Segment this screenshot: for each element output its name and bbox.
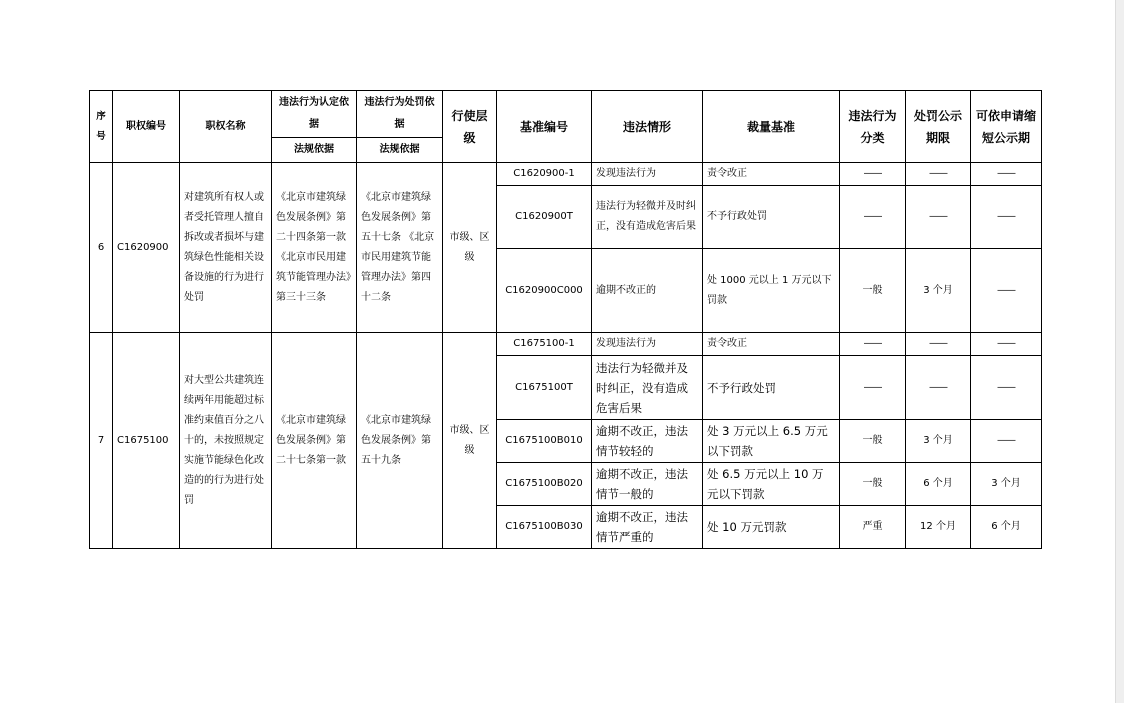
header-penalty-basis: 违法行为处罚依据 [357,91,443,138]
shorten-cell: 6 个月 [971,506,1042,549]
category-cell: —— [840,356,906,420]
table-row [90,333,1042,356]
benchmark-code-cell: C1675100-1 [497,333,592,356]
circumstance-cell: 违法行为轻微并及时纠正，没有造成危害后果 [592,356,703,420]
header-law-basis: 法规依据 [357,138,443,163]
header-power-name: 职权名称 [180,91,272,163]
period-cell: 12 个月 [906,506,971,549]
circumstance-cell: 发现违法行为 [592,163,703,186]
header-circumstance: 违法情形 [592,91,703,163]
category-cell: —— [840,333,906,356]
circumstance-cell: 发现违法行为 [592,333,703,356]
penalty-basis-cell: 《北京市建筑绿色发展条例》第五十九条 [357,333,443,549]
header-benchmark-code: 基准编号 [497,91,592,163]
shorten-cell: —— [971,333,1042,356]
discretion-cell: 处 10 万元罚款 [703,506,840,549]
period-cell: 3 个月 [906,420,971,463]
benchmark-code-cell: C1675100B030 [497,506,592,549]
shorten-cell: —— [971,249,1042,333]
benchmark-code-cell: C1675100T [497,356,592,420]
header-category: 违法行为分类 [840,91,906,163]
shorten-cell: —— [971,163,1042,186]
period-cell: —— [906,163,971,186]
header-power-code: 职权编号 [113,91,180,163]
table-header [90,91,1042,163]
violation-basis-cell: 《北京市建筑绿色发展条例》第二十四条第一款 《北京市民用建筑节能管理办法》第三十三条 [272,163,357,333]
category-cell: 一般 [840,249,906,333]
shorten-cell: —— [971,186,1042,249]
power-name-cell: 对大型公共建筑连续两年用能超过标准约束值百分之八十的，未按照规定实施节能绿色化改造的的行为进行处罚 [180,333,272,549]
circumstance-cell: 逾期不改正，违法情节严重的 [592,506,703,549]
header-publicity-period: 处罚公示期限 [906,91,971,163]
circumstance-cell: 逾期不改正的 [592,249,703,333]
period-cell: —— [906,186,971,249]
penalty-basis-cell: 《北京市建筑绿色发展条例》第五十七条 《北京市民用建筑节能管理办法》第四十二条 [357,163,443,333]
category-cell: 一般 [840,463,906,506]
circumstance-cell: 逾期不改正，违法情节一般的 [592,463,703,506]
violation-basis-cell: 《北京市建筑绿色发展条例》第二十七条第一款 [272,333,357,549]
period-cell: 6 个月 [906,463,971,506]
category-cell: —— [840,163,906,186]
discretion-cell: 责令改正 [703,333,840,356]
shorten-cell: —— [971,356,1042,420]
category-cell: 一般 [840,420,906,463]
header-discretion: 裁量基准 [703,91,840,163]
benchmark-code-cell: C1620900T [497,186,592,249]
category-cell: 严重 [840,506,906,549]
benchmark-code-cell: C1620900-1 [497,163,592,186]
discretion-benchmark-table [89,90,1042,549]
discretion-cell: 处 3 万元以上 6.5 万元以下罚款 [703,420,840,463]
benchmark-code-cell: C1620900C000 [497,249,592,333]
benchmark-code-cell: C1675100B010 [497,420,592,463]
header-shorten-period: 可依申请缩短公示期 [971,91,1042,163]
discretion-cell: 处 6.5 万元以上 10 万元以下罚款 [703,463,840,506]
header-law-basis: 法规依据 [272,138,357,163]
page-edge [1115,0,1124,703]
discretion-cell: 不予行政处罚 [703,186,840,249]
period-cell: —— [906,333,971,356]
discretion-cell: 处 1000 元以上 1 万元以下罚款 [703,249,840,333]
category-cell: —— [840,186,906,249]
level-cell: 市级、区级 [443,163,497,333]
header-level: 行使层级 [443,91,497,163]
seq-cell: 6 [90,163,113,333]
power-code-cell: C1620900 [113,163,180,333]
header-seq: 序号 [90,91,113,163]
discretion-cell: 责令改正 [703,163,840,186]
level-cell: 市级、区级 [443,333,497,549]
power-name-cell: 对建筑所有权人或者受托管理人擅自拆改或者损坏与建筑绿色性能相关设备设施的行为进行处罚 [180,163,272,333]
period-cell: 3 个月 [906,249,971,333]
period-cell: —— [906,356,971,420]
circumstance-cell: 逾期不改正，违法情节较轻的 [592,420,703,463]
header-violation-basis: 违法行为认定依据 [272,91,357,138]
seq-cell: 7 [90,333,113,549]
circumstance-cell: 违法行为轻微并及时纠正，没有造成危害后果 [592,186,703,249]
power-code-cell: C1675100 [113,333,180,549]
table-row [90,163,1042,186]
benchmark-code-cell: C1675100B020 [497,463,592,506]
shorten-cell: 3 个月 [971,463,1042,506]
discretion-cell: 不予行政处罚 [703,356,840,420]
shorten-cell: —— [971,420,1042,463]
